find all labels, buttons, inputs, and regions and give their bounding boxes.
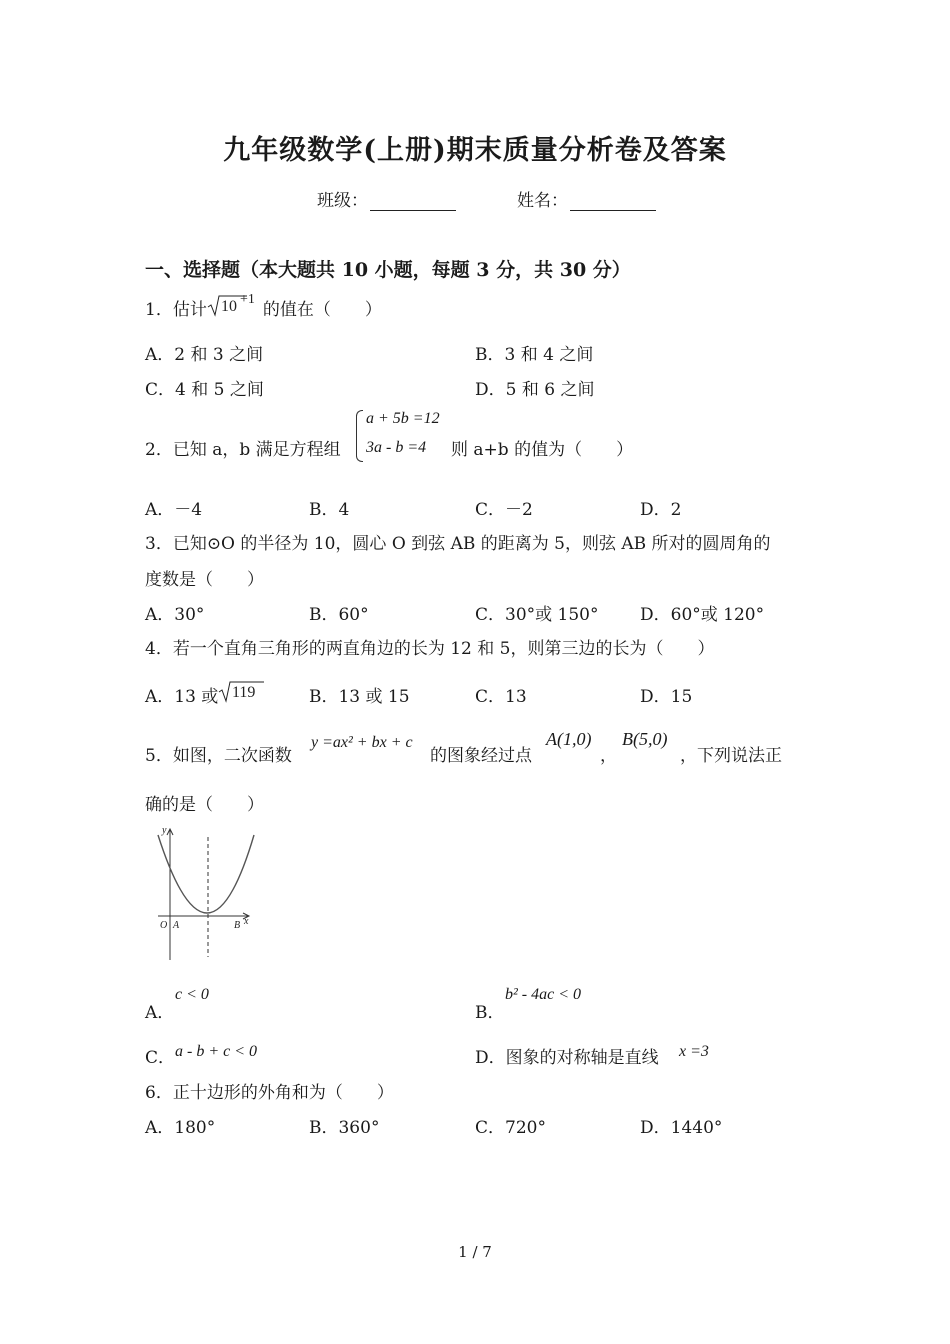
q5-mid: 的图象经过点 — [430, 746, 532, 766]
q2-option-b[interactable]: B．4 — [309, 500, 350, 520]
graph-label-a: A — [173, 920, 180, 931]
q2-option-c[interactable]: C．－2 — [475, 500, 533, 520]
name-field — [517, 186, 656, 211]
q4-option-a-pre: A．13 或 — [145, 687, 219, 707]
q1-plus-term: +1 — [239, 293, 255, 307]
q2-pre: 2．已知 a，b 满足方程组 — [145, 440, 341, 460]
q5-option-c-label[interactable]: C． — [145, 1048, 176, 1068]
q4-radicand: 119 — [232, 684, 256, 701]
q6-option-d[interactable]: D．1440° — [640, 1118, 723, 1138]
q1-option-b[interactable]: B．3 和 4 之间 — [475, 345, 594, 365]
q3-option-a[interactable]: A．30° — [145, 605, 205, 625]
q5-option-a-label[interactable]: A． — [145, 1003, 175, 1023]
q4-option-b[interactable]: B．13 或 15 — [309, 687, 410, 707]
q6-option-b[interactable]: B．360° — [309, 1118, 380, 1138]
class-label: 班级： — [317, 191, 368, 211]
equation-brace — [356, 410, 363, 462]
q5-option-c: a - b + c < 0 — [175, 1043, 258, 1060]
q2-equation-2: 3a - b =4 — [366, 439, 427, 456]
q5-option-b-label[interactable]: B． — [475, 1003, 505, 1023]
q1-pre: 1．估计 — [145, 300, 207, 320]
q5-point-a: A(1,0) — [546, 729, 592, 749]
q5-option-a: c < 0 — [175, 986, 209, 1003]
q2-option-a[interactable]: A．－4 — [145, 500, 203, 520]
q1-option-d[interactable]: D．5 和 6 之间 — [475, 380, 595, 400]
q3-line-1: 3．已知⊙O 的半径为 10，圆心 O 到弦 AB 的距离为 5，则弦 AB 所对的圆周角的 — [145, 534, 771, 554]
graph-label-x: x — [244, 916, 249, 927]
q1-option-a[interactable]: A．2 和 3 之间 — [145, 345, 264, 365]
page-number: 1 / 7 — [458, 1243, 492, 1261]
name-blank[interactable] — [570, 194, 656, 211]
name-label: 姓名： — [517, 191, 568, 211]
parabola-curve — [158, 835, 254, 913]
q1-option-c[interactable]: C．4 和 5 之间 — [145, 380, 264, 400]
q5-option-d-label[interactable]: D．图象的对称轴是直线 — [475, 1048, 659, 1068]
q4-text: 4．若一个直角三角形的两直角边的长为 12 和 5，则第三边的长为（ ） — [145, 639, 715, 659]
q2-option-d[interactable]: D．2 — [640, 500, 682, 520]
q5-function: y =ax² + bx + c — [311, 734, 413, 751]
q5-post: ，下列说法正 — [680, 746, 782, 766]
q2-post: 则 a+b 的值为（ ） — [451, 440, 634, 460]
q1-post: 的值在（ ） — [262, 300, 382, 320]
graph-label-y: y — [162, 825, 167, 836]
q5-point-b: B(5,0) — [622, 729, 668, 749]
graph-label-origin: O — [160, 920, 168, 931]
q5-separator: ， — [600, 746, 617, 766]
section-heading: 一、选择题（本大题共 10 小题，每题 3 分，共 30 分） — [145, 259, 631, 281]
q5-option-b: b² - 4ac < 0 — [505, 986, 582, 1003]
q4-option-d[interactable]: D．15 — [640, 687, 693, 707]
q2-equation-1: a + 5b =12 — [366, 410, 440, 427]
page-title: 九年级数学(上册)期末质量分析卷及答案 — [223, 135, 727, 166]
q6-text: 6．正十边形的外角和为（ ） — [145, 1083, 394, 1103]
question-1 — [145, 293, 382, 320]
graph-label-b: B — [234, 920, 241, 931]
q4-sqrt-expression — [218, 680, 266, 704]
parabola-graph — [150, 825, 260, 965]
q1-radicand: 10 — [220, 298, 237, 315]
q6-option-a[interactable]: A．180° — [145, 1118, 216, 1138]
q3-option-d[interactable]: D．60°或 120° — [640, 605, 765, 625]
q4-option-a[interactable] — [145, 680, 266, 707]
q3-line-2: 度数是（ ） — [145, 570, 264, 590]
q3-option-b[interactable]: B．60° — [309, 605, 369, 625]
class-blank[interactable] — [370, 194, 456, 211]
q3-option-c[interactable]: C．30°或 150° — [475, 605, 599, 625]
class-field — [317, 186, 456, 211]
q5-line-2: 确的是（ ） — [145, 795, 264, 815]
q5-option-d: x =3 — [679, 1043, 709, 1060]
q6-option-c[interactable]: C．720° — [475, 1118, 546, 1138]
q4-option-c[interactable]: C．13 — [475, 687, 527, 707]
q1-sqrt-expression — [207, 293, 263, 317]
q5-pre: 5．如图，二次函数 — [145, 746, 292, 766]
